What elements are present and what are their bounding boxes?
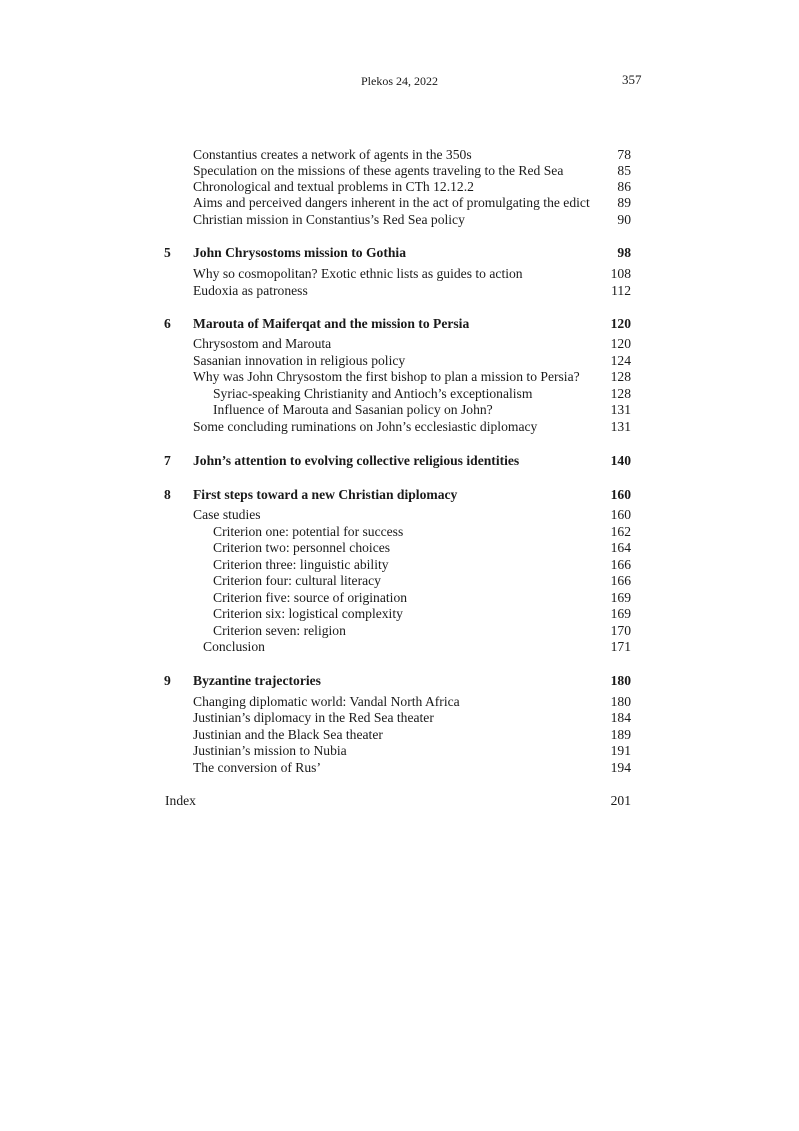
toc-page-number: 86	[617, 179, 631, 194]
toc-page-number: 98	[617, 245, 631, 260]
toc-entry	[0, 556, 799, 573]
toc-page-number: 164	[610, 540, 631, 555]
toc-page-number: 171	[610, 639, 631, 654]
toc-index	[0, 792, 799, 809]
chapter-number: 5	[164, 245, 171, 260]
toc-entry	[0, 638, 799, 655]
toc-page-number: 191	[610, 743, 631, 758]
toc-entry	[0, 282, 799, 299]
toc-page-number: 131	[610, 419, 631, 434]
toc-title: Christian mission in Constantius’s Red Sea policy	[193, 212, 465, 227]
toc-page-number: 108	[610, 266, 631, 281]
toc-entry	[0, 589, 799, 606]
toc-title: Criterion three: linguistic ability	[213, 557, 389, 572]
toc-title: Influence of Marouta and Sasanian policy on John?	[213, 402, 493, 417]
toc-title: Changing diplomatic world: Vandal North Africa	[193, 694, 460, 709]
toc-page-number: 78	[617, 147, 631, 162]
toc-page-number: 112	[611, 283, 631, 298]
toc-page-number: 140	[610, 453, 631, 468]
toc-title: Conclusion	[203, 639, 265, 654]
toc-entry	[0, 709, 799, 726]
toc-entry	[0, 368, 799, 385]
toc-page-number: 169	[610, 606, 631, 621]
toc-entry	[0, 622, 799, 639]
toc-entry	[0, 265, 799, 282]
toc-title: Criterion six: logistical complexity	[213, 606, 403, 621]
toc-chapter	[0, 672, 799, 689]
toc-page-number: 120	[610, 316, 631, 331]
toc-entry	[0, 506, 799, 523]
toc-title: Criterion four: cultural literacy	[213, 573, 381, 588]
toc-entry	[0, 726, 799, 743]
toc-title: John Chrysostoms mission to Gothia	[193, 245, 406, 260]
toc-entry	[0, 178, 799, 195]
toc-entry	[0, 523, 799, 540]
toc-title: Sasanian innovation in religious policy	[193, 353, 406, 368]
toc-page-number: 201	[610, 793, 631, 808]
toc-title: Index	[165, 793, 196, 808]
toc-title: Aims and perceived dangers inherent in the act of promulgating the edict	[193, 195, 590, 210]
toc-entry	[0, 401, 799, 418]
chapter-number: 8	[164, 487, 171, 502]
toc-page-number: 128	[610, 369, 631, 384]
toc-entry	[0, 539, 799, 556]
toc-entry	[0, 162, 799, 179]
toc-page-number: 180	[610, 673, 631, 688]
toc-entry	[0, 146, 799, 163]
toc-title: Criterion one: potential for success	[213, 524, 404, 539]
toc-page-number: 89	[617, 195, 631, 210]
toc-chapter	[0, 452, 799, 469]
toc-entry	[0, 605, 799, 622]
chapter-number: 9	[164, 673, 171, 688]
toc-title: Why was John Chrysostom the first bishop to plan a mission to Persia?	[193, 369, 580, 384]
toc-chapter	[0, 244, 799, 261]
toc-entry	[0, 742, 799, 759]
toc-page-number: 189	[610, 727, 631, 742]
toc-page-number: 170	[610, 623, 631, 638]
toc-title: Marouta of Maiferqat and the mission to Persia	[193, 316, 470, 331]
toc-title: Case studies	[193, 507, 261, 522]
toc-title: Chrysostom and Marouta	[193, 336, 332, 351]
toc-title: Criterion two: personnel choices	[213, 540, 391, 555]
toc-title: Speculation on the missions of these agents traveling to the Red Sea	[193, 163, 564, 178]
toc-page-number: 194	[610, 760, 631, 775]
toc-title: Criterion seven: religion	[213, 623, 346, 638]
toc-entry	[0, 385, 799, 402]
toc-title: John’s attention to evolving collective religious identities	[193, 453, 520, 468]
toc-page-number: 128	[610, 386, 631, 401]
chapter-number: 7	[164, 453, 171, 468]
toc-page-number: 184	[610, 710, 631, 725]
toc-page-number: 180	[610, 694, 631, 709]
toc-chapter	[0, 315, 799, 332]
toc-entry	[0, 211, 799, 228]
toc-entry	[0, 693, 799, 710]
toc-title: Syriac-speaking Christianity and Antioch’s exceptionalism	[213, 386, 533, 401]
toc-title: Justinian’s mission to Nubia	[193, 743, 347, 758]
page-number: 357	[622, 72, 642, 87]
running-title: Plekos 24, 2022	[360, 74, 438, 88]
toc-page-number: 85	[617, 163, 631, 178]
toc-page-number: 160	[610, 487, 631, 502]
chapter-number: 6	[164, 316, 171, 331]
toc-title: Eudoxia as patroness	[193, 283, 308, 298]
toc-title: Criterion five: source of origination	[213, 590, 408, 605]
toc-page-number: 120	[610, 336, 631, 351]
toc-title: First steps toward a new Christian diplomacy	[193, 487, 458, 502]
toc-title: Byzantine trajectories	[193, 673, 321, 688]
toc-page-number: 166	[610, 573, 631, 588]
toc-title: The conversion of Rus’	[193, 760, 321, 775]
toc-entry	[0, 335, 799, 352]
toc-title: Chronological and textual problems in CTh 12.12.2	[193, 179, 474, 194]
toc-entry	[0, 352, 799, 369]
toc-entry	[0, 759, 799, 776]
toc-page-number: 162	[610, 524, 631, 539]
toc-page-number: 169	[610, 590, 631, 605]
toc-page-number: 90	[617, 212, 631, 227]
toc-page-number: 160	[610, 507, 631, 522]
toc-title: Some concluding ruminations on John’s ecclesiastic diplomacy	[193, 419, 538, 434]
toc-entry	[0, 572, 799, 589]
toc-title: Justinian’s diplomacy in the Red Sea theater	[193, 710, 434, 725]
toc-title: Constantius creates a network of agents in the 350s	[193, 147, 472, 162]
toc-page-number: 124	[610, 353, 631, 368]
toc-title: Justinian and the Black Sea theater	[193, 727, 383, 742]
toc-title: Why so cosmopolitan? Exotic ethnic lists as guides to action	[193, 266, 523, 281]
toc-page-number: 131	[610, 402, 631, 417]
toc-entry	[0, 194, 799, 211]
toc-page-number: 166	[610, 557, 631, 572]
toc-chapter	[0, 486, 799, 503]
toc-entry	[0, 418, 799, 435]
